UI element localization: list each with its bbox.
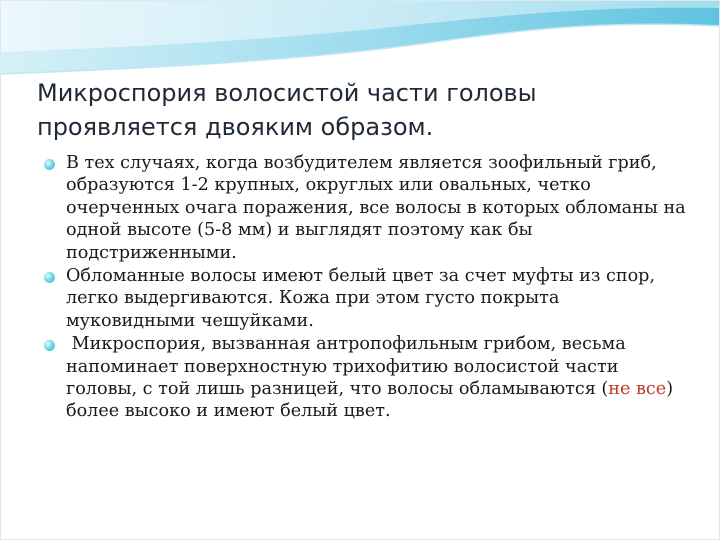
bullet-text: Микроспория, вызванная антропофильным грибом, весьма напоминает поверхностную трихофитию волосистой части головы, с той лишь разницей, что волосы обламываются ( — [66, 334, 632, 400]
bullet-text: В тех случаях, когда возбудителем является зоофильный гриб, образуются 1-2 крупных, округлых или овальных, четко очерченных очага поражения, все волосы в которых обломаны на одной высоте (5-8 мм) и выглядят поэтому как бы подстриженными. — [66, 153, 686, 263]
bullet-text-end: ) более высоко и имеют белый цвет. — [66, 379, 674, 422]
slide-title: Микроспория волосистой части головы проявляется двояким образом. — [37, 79, 537, 141]
bullet-emphasis: не все — [608, 379, 667, 400]
bullet-dot-icon — [44, 272, 55, 283]
bullet-text: Обломанные волосы имеют белый цвет за счет муфты из спор, легко выдергиваются. Кожа при этом густо покрыта муковидными чешуйками. — [66, 266, 656, 331]
bullet-dot-icon — [44, 340, 55, 351]
bullet-item — [44, 265, 690, 332]
bullet-list — [44, 152, 690, 424]
bullet-item — [44, 152, 690, 264]
bullet-item — [44, 333, 690, 423]
bullet-dot-icon — [44, 159, 55, 170]
